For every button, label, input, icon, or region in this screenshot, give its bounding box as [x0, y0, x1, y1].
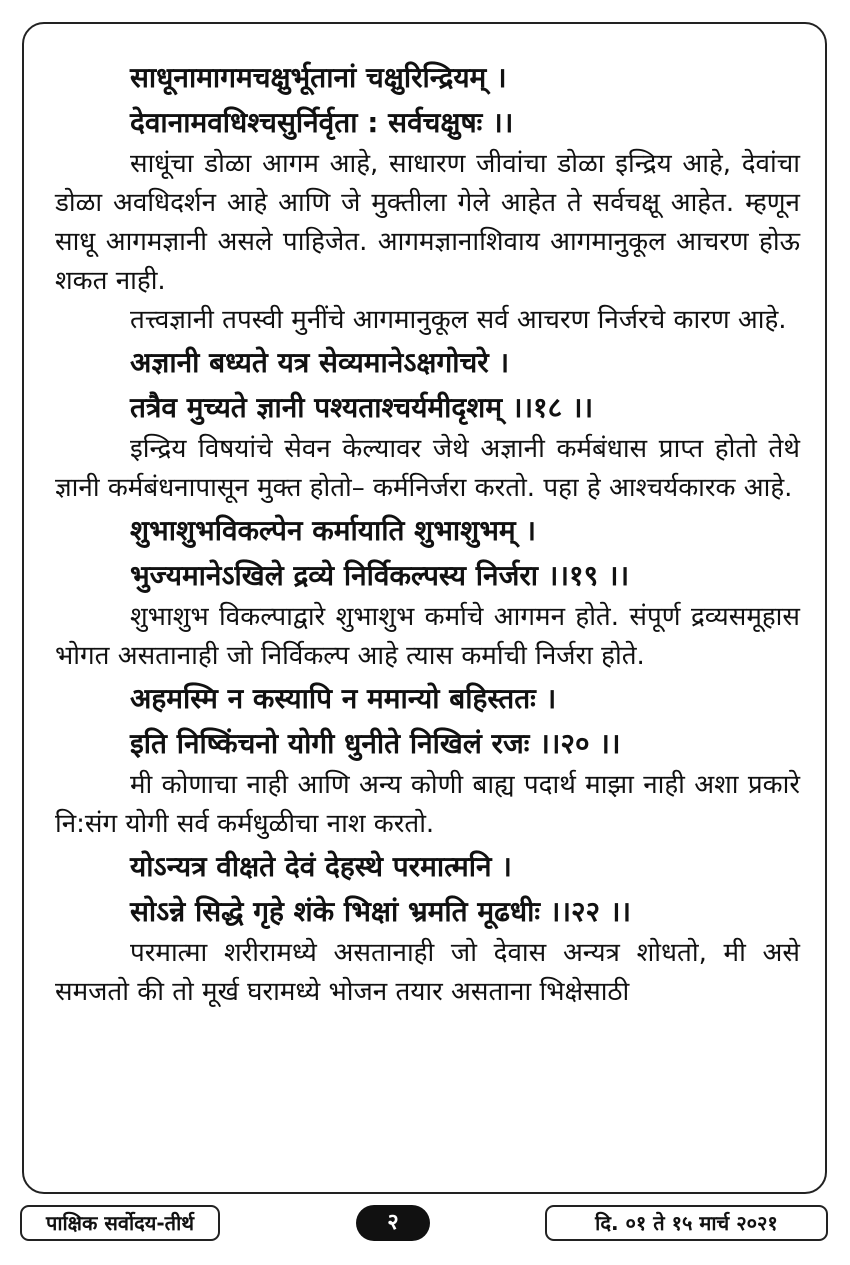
verse-line: इति निष्किंचनो योगी धुनीते निखिलं रजः ।।२० ।।	[130, 727, 621, 760]
issue-date: दि. ०१ ते १५ मार्च २०२१	[545, 1205, 828, 1241]
verse-line: देवानामवधिश्चसुर्निर्वृता : सर्वचक्षुषः ।।	[130, 106, 514, 139]
verse-line: अहमस्मि न कस्यापि न ममान्यो बहिस्ततः ।	[130, 682, 557, 715]
verse-line: योऽन्यत्र वीक्षते देवं देहस्थे परमात्मनि ।	[130, 850, 512, 883]
verse-line: अज्ञानी बध्यते यत्र सेव्यमानेऽक्षगोचरे ।	[130, 346, 510, 379]
commentary-paragraph: परमात्मा शरीरामध्ये असतानाही जो देवास अन्यत्र शोधतो, मी असे समजतो की तो मूर्ख घरामध्ये भोजन तयार असताना भिक्षेसाठी	[55, 938, 800, 1007]
publication-name: पाक्षिक सर्वोदय-तीर्थ	[20, 1205, 220, 1241]
verse-line: भुज्यमानेऽखिले द्रव्ये निर्विकल्पस्य निर्जरा ।।१९ ।।	[130, 559, 630, 592]
commentary-paragraph: इन्द्रिय विषयांचे सेवन केल्यावर जेथे अज्ञानी कर्मबंधास प्राप्त होतो तेथे ज्ञानी कर्मबंधनापासून मुक्त होतो– कर्मनिर्जरा करतो. पहा हे आश्चर्यकारक आहे.	[55, 434, 800, 503]
page-content	[55, 55, 800, 1012]
commentary-paragraph: साधूंचा डोळा आगम आहे, साधारण जीवांचा डोळा इन्द्रिय आहे, देवांचा डोळा अवधिदर्शन आहे आणि जे मुक्तीला गेले आहेत ते सर्वचक्षू आहेत. म्हणून साधू आगमज्ञानी असले पाहिजेत. आगमज्ञानाशिवाय आगमानुकूल आचरण होऊ शकत नाही.	[55, 149, 800, 296]
verse-line: सोऽन्ने सिद्धे गृहे शंके भिक्षां भ्रमति मूढधीः ।।२२ ।।	[130, 895, 632, 928]
commentary-paragraph: मी कोणाचा नाही आणि अन्य कोणी बाह्य पदार्थ माझा नाही अशा प्रकारे नि:संग योगी सर्व कर्मधुळीचा नाश करतो.	[55, 770, 800, 839]
commentary-paragraph: तत्त्वज्ञानी तपस्वी मुनींचे आगमानुकूल सर्व आचरण निर्जरचे कारण आहे.	[130, 305, 787, 335]
verse-line: शुभाशुभविकल्पेन कर्मायाति शुभाशुभम् ।	[130, 514, 536, 547]
commentary-paragraph: शुभाशुभ विकल्पाद्वारे शुभाशुभ कर्माचे आगमन होते. संपूर्ण द्रव्यसमूहास भोगत असतानाही जो निर्विकल्प आहे त्यास कर्माची निर्जरा होते.	[55, 602, 800, 671]
verse-line: तत्रैव मुच्यते ज्ञानी पश्यताश्चर्यमीदृशम् ।।१८ ।।	[130, 391, 594, 424]
verse-line: साधूनामागमचक्षुर्भूतानां चक्षुरिन्द्रियम् ।	[130, 61, 507, 94]
page-number: २	[356, 1205, 430, 1241]
